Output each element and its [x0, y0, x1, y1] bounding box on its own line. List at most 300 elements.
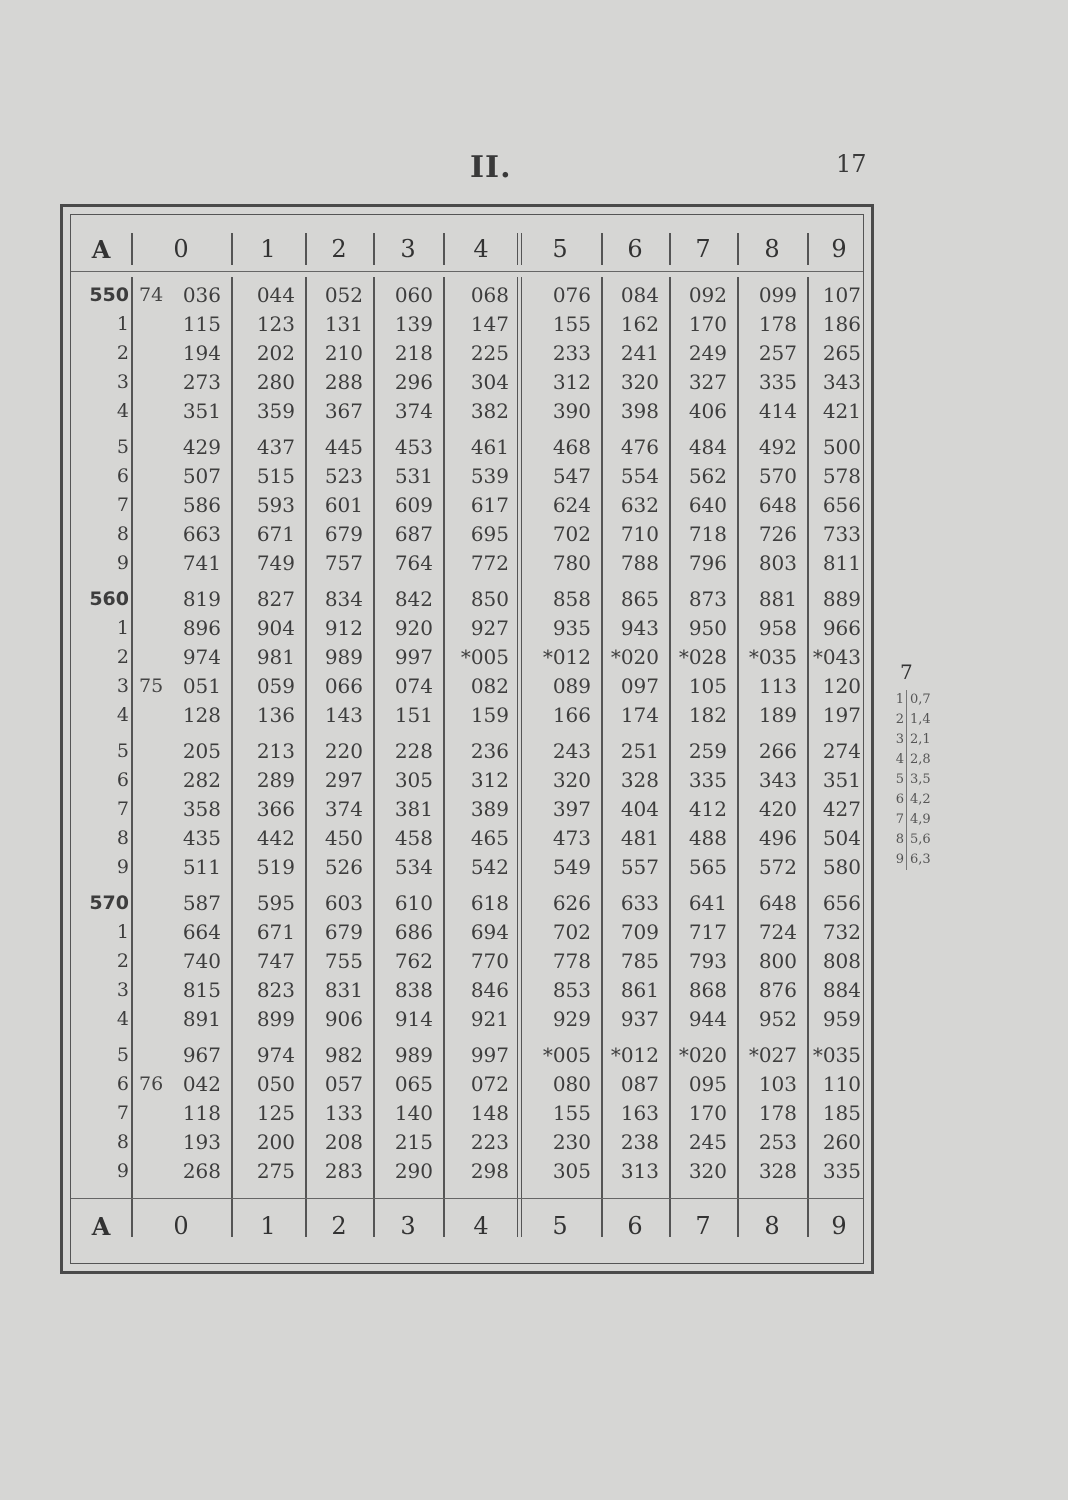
table-row — [71, 549, 863, 577]
table-cell: 827 — [256, 587, 295, 611]
table-cell: 757 — [324, 551, 363, 575]
table-cell: 865 — [620, 587, 659, 611]
table-cell: 523 — [324, 464, 363, 488]
table-cell: 834 — [324, 587, 363, 611]
table-cell: 335 — [758, 370, 797, 394]
table-cell: 966 — [822, 616, 861, 640]
table-cell: 298 — [470, 1159, 509, 1183]
table-cell: 107 — [822, 283, 861, 307]
table-cell: 511 — [182, 855, 221, 879]
table-cell: 230 — [552, 1130, 591, 1154]
table-cell: 118 — [182, 1101, 221, 1125]
table-cell: 283 — [324, 1159, 363, 1183]
table-cell: 328 — [758, 1159, 797, 1183]
pp-value: 4,9 — [910, 812, 931, 827]
table-row — [71, 614, 863, 642]
pp-digit: 9 — [895, 852, 904, 867]
table-cell: 929 — [552, 1007, 591, 1031]
table-cell: 225 — [470, 341, 509, 365]
table-cell: 570 — [758, 464, 797, 488]
log-table-inner — [70, 214, 864, 1264]
table-cell: 671 — [256, 522, 295, 546]
table-cell: 458 — [394, 826, 433, 850]
table-cell: 351 — [822, 768, 861, 792]
table-cell: 967 — [182, 1043, 221, 1067]
table-cell: 273 — [182, 370, 221, 394]
pp-digit: 7 — [895, 812, 904, 827]
table-row — [71, 918, 863, 946]
table-cell: 772 — [470, 551, 509, 575]
table-cell: 139 — [394, 312, 433, 336]
table-cell: 609 — [394, 493, 433, 517]
table-cell: 313 — [620, 1159, 659, 1183]
table-cell: 282 — [182, 768, 221, 792]
table-cell: 823 — [256, 978, 295, 1002]
table-cell: *028 — [678, 645, 727, 669]
table-cell: 437 — [256, 435, 295, 459]
table-row — [71, 701, 863, 729]
table-cell: 238 — [620, 1130, 659, 1154]
table-cell: 095 — [688, 1072, 727, 1096]
table-cell: 868 — [688, 978, 727, 1002]
table-cell: 245 — [688, 1130, 727, 1154]
table-cell: 228 — [394, 739, 433, 763]
table-cell: 461 — [470, 435, 509, 459]
table-cell: 618 — [470, 891, 509, 915]
pp-value: 5,6 — [910, 832, 931, 847]
table-cell: 051 — [182, 674, 221, 698]
table-cell: 210 — [324, 341, 363, 365]
table-cell: 876 — [758, 978, 797, 1002]
table-cell: 507 — [182, 464, 221, 488]
table-cell: 920 — [394, 616, 433, 640]
row-argument: 9 — [116, 552, 129, 574]
footer-digit-1: 1 — [260, 1212, 276, 1240]
table-cell: 974 — [182, 645, 221, 669]
table-cell: 796 — [688, 551, 727, 575]
footer-digit-8: 8 — [764, 1212, 780, 1240]
table-cell: 624 — [552, 493, 591, 517]
table-cell: 304 — [470, 370, 509, 394]
table-cell: 374 — [324, 797, 363, 821]
table-cell: 943 — [620, 616, 659, 640]
row-argument: 7 — [116, 798, 129, 820]
table-cell: 170 — [688, 312, 727, 336]
table-cell: 800 — [758, 949, 797, 973]
table-row — [71, 643, 863, 671]
table-cell: 202 — [256, 341, 295, 365]
table-cell: 492 — [758, 435, 797, 459]
table-cell: 275 — [256, 1159, 295, 1183]
table-cell: 305 — [552, 1159, 591, 1183]
row-argument: 5 — [116, 436, 129, 458]
table-cell: 764 — [394, 551, 433, 575]
table-cell: 626 — [552, 891, 591, 915]
table-cell: 749 — [256, 551, 295, 575]
table-cell: 103 — [758, 1072, 797, 1096]
header-digit-1: 1 — [260, 235, 276, 263]
table-cell: 113 — [758, 674, 797, 698]
pp-value: 2,8 — [910, 752, 931, 767]
table-cell: 884 — [822, 978, 861, 1002]
row-argument: 7 — [116, 494, 129, 516]
row-argument: 6 — [116, 465, 129, 487]
table-cell: 151 — [394, 703, 433, 727]
table-cell: 414 — [758, 399, 797, 423]
table-cell: 838 — [394, 978, 433, 1002]
table-cell: 205 — [182, 739, 221, 763]
table-cell: 531 — [394, 464, 433, 488]
row-argument: 7 — [116, 1102, 129, 1124]
table-cell: 050 — [256, 1072, 295, 1096]
table-cell: 803 — [758, 551, 797, 575]
table-cell: 709 — [620, 920, 659, 944]
table-body — [71, 277, 863, 1217]
table-cell: 473 — [552, 826, 591, 850]
table-cell: 421 — [822, 399, 861, 423]
log-table — [60, 204, 874, 1274]
table-cell: 601 — [324, 493, 363, 517]
table-cell: 197 — [822, 703, 861, 727]
header-digit-8: 8 — [764, 235, 780, 263]
table-cell: 296 — [394, 370, 433, 394]
table-cell: 233 — [552, 341, 591, 365]
table-cell: 593 — [256, 493, 295, 517]
footer-digit-0: 0 — [173, 1212, 189, 1240]
row-argument: 2 — [116, 646, 129, 668]
footer-digit-3: 3 — [400, 1212, 416, 1240]
table-cell: 099 — [758, 283, 797, 307]
page-number: 17 — [836, 150, 867, 178]
row-argument: 4 — [116, 704, 129, 726]
table-cell: *012 — [610, 1043, 659, 1067]
pp-value: 6,3 — [910, 852, 931, 867]
table-cell: 159 — [470, 703, 509, 727]
table-cell: 297 — [324, 768, 363, 792]
table-cell: 858 — [552, 587, 591, 611]
footer-arg-label: A — [91, 1211, 111, 1241]
table-cell: 780 — [552, 551, 591, 575]
pp-value: 3,5 — [910, 772, 931, 787]
header-digit-0: 0 — [173, 235, 189, 263]
table-cell: 504 — [822, 826, 861, 850]
header-digit-6: 6 — [627, 235, 643, 263]
table-cell: 641 — [688, 891, 727, 915]
table-cell: 906 — [324, 1007, 363, 1031]
table-cell: 312 — [470, 768, 509, 792]
table-cell: 140 — [394, 1101, 433, 1125]
row-argument: 3 — [116, 675, 129, 697]
table-cell: 170 — [688, 1101, 727, 1125]
table-cell: 427 — [822, 797, 861, 821]
table-cell: 519 — [256, 855, 295, 879]
table-cell: 406 — [688, 399, 727, 423]
table-cell: 950 — [688, 616, 727, 640]
table-row — [71, 281, 863, 309]
table-cell: 694 — [470, 920, 509, 944]
table-cell: 185 — [822, 1101, 861, 1125]
table-cell: 367 — [324, 399, 363, 423]
table-cell: 671 — [256, 920, 295, 944]
table-cell: 819 — [182, 587, 221, 611]
table-cell: 178 — [758, 312, 797, 336]
table-cell: 155 — [552, 312, 591, 336]
table-cell: 445 — [324, 435, 363, 459]
table-cell: 488 — [688, 826, 727, 850]
table-cell: 148 — [470, 1101, 509, 1125]
table-cell: 861 — [620, 978, 659, 1002]
table-cell: 539 — [470, 464, 509, 488]
table-row — [71, 795, 863, 823]
table-cell: 610 — [394, 891, 433, 915]
row-argument: 6 — [116, 1073, 129, 1095]
table-cell: 036 — [182, 283, 221, 307]
table-cell: 912 — [324, 616, 363, 640]
row-argument: 1 — [116, 921, 129, 943]
table-cell: 420 — [758, 797, 797, 821]
table-row — [71, 824, 863, 852]
table-row — [71, 433, 863, 461]
row-argument: 560 — [89, 588, 129, 610]
table-cell: 695 — [470, 522, 509, 546]
table-cell: 914 — [394, 1007, 433, 1031]
table-cell: 944 — [688, 1007, 727, 1031]
table-cell: 881 — [758, 587, 797, 611]
table-cell: *020 — [610, 645, 659, 669]
pp-value: 4,2 — [910, 792, 931, 807]
table-cell: 565 — [688, 855, 727, 879]
table-row — [71, 947, 863, 975]
table-cell: 974 — [256, 1043, 295, 1067]
table-cell: *012 — [542, 645, 591, 669]
table-cell: 740 — [182, 949, 221, 973]
table-cell: 656 — [822, 891, 861, 915]
table-cell: 320 — [620, 370, 659, 394]
table-cell: 257 — [758, 341, 797, 365]
table-cell: 937 — [620, 1007, 659, 1031]
table-cell: 208 — [324, 1130, 363, 1154]
header-digit-9: 9 — [831, 235, 847, 263]
table-cell: 280 — [256, 370, 295, 394]
table-cell: 123 — [256, 312, 295, 336]
table-row — [71, 397, 863, 425]
table-cell: 687 — [394, 522, 433, 546]
table-cell: *005 — [542, 1043, 591, 1067]
table-cell: 072 — [470, 1072, 509, 1096]
table-cell: 679 — [324, 920, 363, 944]
table-row — [71, 1041, 863, 1069]
table-footer — [71, 1198, 863, 1253]
row-argument: 5 — [116, 740, 129, 762]
table-cell: 702 — [552, 522, 591, 546]
table-cell: 213 — [256, 739, 295, 763]
table-cell: 632 — [620, 493, 659, 517]
table-cell: 351 — [182, 399, 221, 423]
table-cell: 679 — [324, 522, 363, 546]
table-row — [71, 368, 863, 396]
table-cell: 702 — [552, 920, 591, 944]
table-cell: 236 — [470, 739, 509, 763]
table-cell: 382 — [470, 399, 509, 423]
table-cell: *035 — [748, 645, 797, 669]
table-cell: 059 — [256, 674, 295, 698]
table-cell: 717 — [688, 920, 727, 944]
table-cell: 251 — [620, 739, 659, 763]
table-cell: 889 — [822, 587, 861, 611]
table-cell: 853 — [552, 978, 591, 1002]
table-cell: 788 — [620, 551, 659, 575]
table-cell: 381 — [394, 797, 433, 821]
table-cell: 105 — [688, 674, 727, 698]
table-row — [71, 1157, 863, 1185]
table-cell: 042 — [182, 1072, 221, 1096]
table-cell: 220 — [324, 739, 363, 763]
pp-digit: 2 — [895, 712, 904, 727]
table-cell: 366 — [256, 797, 295, 821]
row-argument: 2 — [116, 950, 129, 972]
row-prefix: 74 — [139, 284, 164, 306]
table-cell: 663 — [182, 522, 221, 546]
table-cell: *005 — [460, 645, 509, 669]
table-row — [71, 310, 863, 338]
table-cell: 241 — [620, 341, 659, 365]
table-cell: 468 — [552, 435, 591, 459]
table-cell: *020 — [678, 1043, 727, 1067]
table-row — [71, 1005, 863, 1033]
table-cell: 580 — [822, 855, 861, 879]
table-cell: 404 — [620, 797, 659, 821]
table-cell: 305 — [394, 768, 433, 792]
table-cell: 850 — [470, 587, 509, 611]
table-cell: 125 — [256, 1101, 295, 1125]
table-cell: 320 — [688, 1159, 727, 1183]
table-header — [71, 227, 863, 272]
table-cell: 450 — [324, 826, 363, 850]
table-cell: 453 — [394, 435, 433, 459]
table-cell: 640 — [688, 493, 727, 517]
table-cell: 133 — [324, 1101, 363, 1125]
row-argument: 3 — [116, 979, 129, 1001]
table-cell: 785 — [620, 949, 659, 973]
table-cell: 904 — [256, 616, 295, 640]
table-cell: 554 — [620, 464, 659, 488]
table-cell: 136 — [256, 703, 295, 727]
table-row — [71, 672, 863, 700]
page-title: II. — [470, 150, 512, 185]
table-cell: 243 — [552, 739, 591, 763]
table-cell: 435 — [182, 826, 221, 850]
row-argument: 5 — [116, 1044, 129, 1066]
table-cell: 534 — [394, 855, 433, 879]
table-cell: 587 — [182, 891, 221, 915]
table-cell: 648 — [758, 891, 797, 915]
table-cell: 343 — [758, 768, 797, 792]
table-cell: 155 — [552, 1101, 591, 1125]
row-argument: 8 — [116, 523, 129, 545]
table-cell: 089 — [552, 674, 591, 698]
table-cell: 989 — [394, 1043, 433, 1067]
table-cell: 476 — [620, 435, 659, 459]
table-cell: 131 — [324, 312, 363, 336]
table-cell: 648 — [758, 493, 797, 517]
table-cell: 215 — [394, 1130, 433, 1154]
table-cell: 084 — [620, 283, 659, 307]
table-cell: 547 — [552, 464, 591, 488]
table-cell: 515 — [256, 464, 295, 488]
table-cell: 549 — [552, 855, 591, 879]
header-digit-2: 2 — [331, 235, 347, 263]
table-cell: 189 — [758, 703, 797, 727]
table-cell: 557 — [620, 855, 659, 879]
header-digit-3: 3 — [400, 235, 416, 263]
table-cell: 500 — [822, 435, 861, 459]
table-cell: 891 — [182, 1007, 221, 1031]
table-cell: 060 — [394, 283, 433, 307]
table-cell: 778 — [552, 949, 591, 973]
row-argument: 1 — [116, 617, 129, 639]
table-cell: 982 — [324, 1043, 363, 1067]
table-cell: 562 — [688, 464, 727, 488]
table-cell: 603 — [324, 891, 363, 915]
table-cell: 686 — [394, 920, 433, 944]
table-cell: 218 — [394, 341, 433, 365]
table-row — [71, 889, 863, 917]
table-cell: 268 — [182, 1159, 221, 1183]
row-argument: 8 — [116, 827, 129, 849]
table-row — [71, 853, 863, 881]
row-prefix: 76 — [139, 1073, 164, 1095]
row-argument: 8 — [116, 1131, 129, 1153]
table-cell: 997 — [470, 1043, 509, 1067]
table-cell: 718 — [688, 522, 727, 546]
table-cell: 747 — [256, 949, 295, 973]
table-cell: 542 — [470, 855, 509, 879]
header-digit-7: 7 — [695, 235, 711, 263]
table-cell: 193 — [182, 1130, 221, 1154]
table-cell: 057 — [324, 1072, 363, 1096]
table-cell: 162 — [620, 312, 659, 336]
table-cell: 755 — [324, 949, 363, 973]
table-cell: 335 — [822, 1159, 861, 1183]
pp-digit: 4 — [895, 752, 904, 767]
table-cell: 989 — [324, 645, 363, 669]
table-cell: 442 — [256, 826, 295, 850]
table-cell: 732 — [822, 920, 861, 944]
table-cell: 359 — [256, 399, 295, 423]
table-row — [71, 737, 863, 765]
table-cell: 074 — [394, 674, 433, 698]
table-cell: 289 — [256, 768, 295, 792]
table-cell: 223 — [470, 1130, 509, 1154]
footer-digit-4: 4 — [473, 1212, 489, 1240]
table-cell: 186 — [822, 312, 861, 336]
table-row — [71, 520, 863, 548]
table-cell: 526 — [324, 855, 363, 879]
table-cell: 484 — [688, 435, 727, 459]
table-cell: 633 — [620, 891, 659, 915]
table-cell: 935 — [552, 616, 591, 640]
table-cell: 194 — [182, 341, 221, 365]
table-cell: 846 — [470, 978, 509, 1002]
header-digit-5: 5 — [552, 235, 568, 263]
footer-digit-5: 5 — [552, 1212, 568, 1240]
table-row — [71, 462, 863, 490]
pp-digit: 8 — [895, 832, 904, 847]
table-row — [71, 1070, 863, 1098]
header-arg-label: A — [91, 234, 111, 264]
table-cell: 959 — [822, 1007, 861, 1031]
table-cell: 110 — [822, 1072, 861, 1096]
